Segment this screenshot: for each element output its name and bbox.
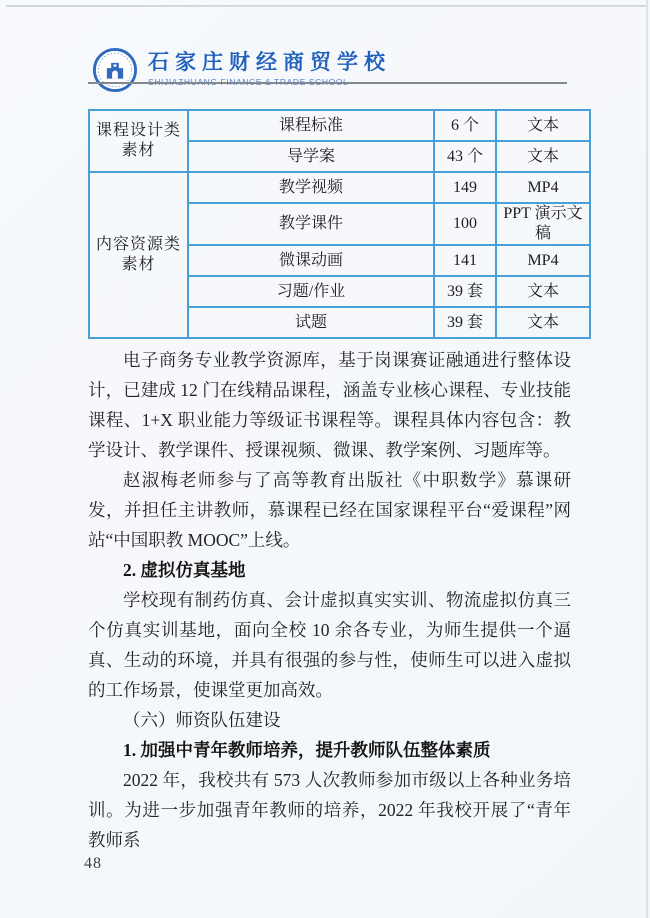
- count-cell: 149: [434, 172, 496, 203]
- scan-edge-top: [6, 5, 646, 7]
- item-cell: 试题: [188, 307, 434, 338]
- category-cell: 内容资源类素材: [89, 172, 188, 338]
- scan-edge-right: [646, 0, 648, 918]
- school-name-cn: 石家庄财经商贸学校: [148, 51, 391, 74]
- item-cell: 课程标准: [188, 110, 434, 141]
- header-rule: [88, 82, 567, 84]
- format-cell: MP4: [496, 245, 590, 276]
- school-header: [92, 47, 391, 98]
- item-cell: 教学课件: [188, 203, 434, 245]
- heading-faculty: （六）师资队伍建设: [123, 710, 281, 730]
- count-cell: 141: [434, 245, 496, 276]
- item-cell: 习题/作业: [188, 276, 434, 307]
- count-cell: 39 套: [434, 276, 496, 307]
- paragraph-simulation: 学校现有制药仿真、会计虚拟真实实训、物流虚拟仿真三个仿真实训基地，面向全校 10 余各专业，为师生提供一个逼真、生动的环境，并具有很强的参与性，使师生可以进入虚拟的工作场景，使课堂更加高效。: [88, 590, 571, 700]
- table-row: [89, 110, 590, 141]
- heading-training: 1. 加强中青年教师培养，提升教师队伍整体素质: [123, 740, 491, 760]
- document-body: [88, 345, 571, 855]
- page-number: 48: [84, 855, 102, 872]
- item-cell: 教学视频: [188, 172, 434, 203]
- category-cell: 课程设计类素材: [89, 110, 188, 172]
- paragraph-ecommerce: 电子商务专业教学资源库，基于岗课赛证融通进行整体设计，已建成 12 门在线精品课程，涵盖专业核心课程、专业技能课程、1+X 职业能力等级证书课程等。课程具体内容包含：教学设计、教学课件、授课视频、微课、教学案例、习题库等。: [88, 350, 571, 460]
- item-cell: 导学案: [188, 141, 434, 172]
- school-names: [148, 47, 391, 87]
- item-cell: 微课动画: [188, 245, 434, 276]
- count-cell: 6 个: [434, 110, 496, 141]
- count-cell: 100: [434, 203, 496, 245]
- school-crest-icon: [92, 47, 138, 98]
- count-cell: 39 套: [434, 307, 496, 338]
- format-cell: PPT 演示文稿: [496, 203, 590, 245]
- format-cell: 文本: [496, 307, 590, 338]
- format-cell: 文本: [496, 110, 590, 141]
- format-cell: 文本: [496, 276, 590, 307]
- paragraph-mooc: 赵淑梅老师参与了高等教育出版社《中职数学》慕课研发，并担任主讲教师，慕课程已经在国家课程平台“爱课程”网站“中国职教 MOOC”上线。: [88, 470, 571, 550]
- table-row: [89, 172, 590, 203]
- materials-table: [88, 109, 591, 339]
- format-cell: 文本: [496, 141, 590, 172]
- count-cell: 43 个: [434, 141, 496, 172]
- heading-virtual-base: 2. 虚拟仿真基地: [123, 560, 246, 580]
- format-cell: MP4: [496, 172, 590, 203]
- paragraph-training: 2022 年，我校共有 573 人次教师参加市级以上各种业务培训。为进一步加强青年教师的培养，2022 年我校开展了“青年教师系: [88, 770, 571, 850]
